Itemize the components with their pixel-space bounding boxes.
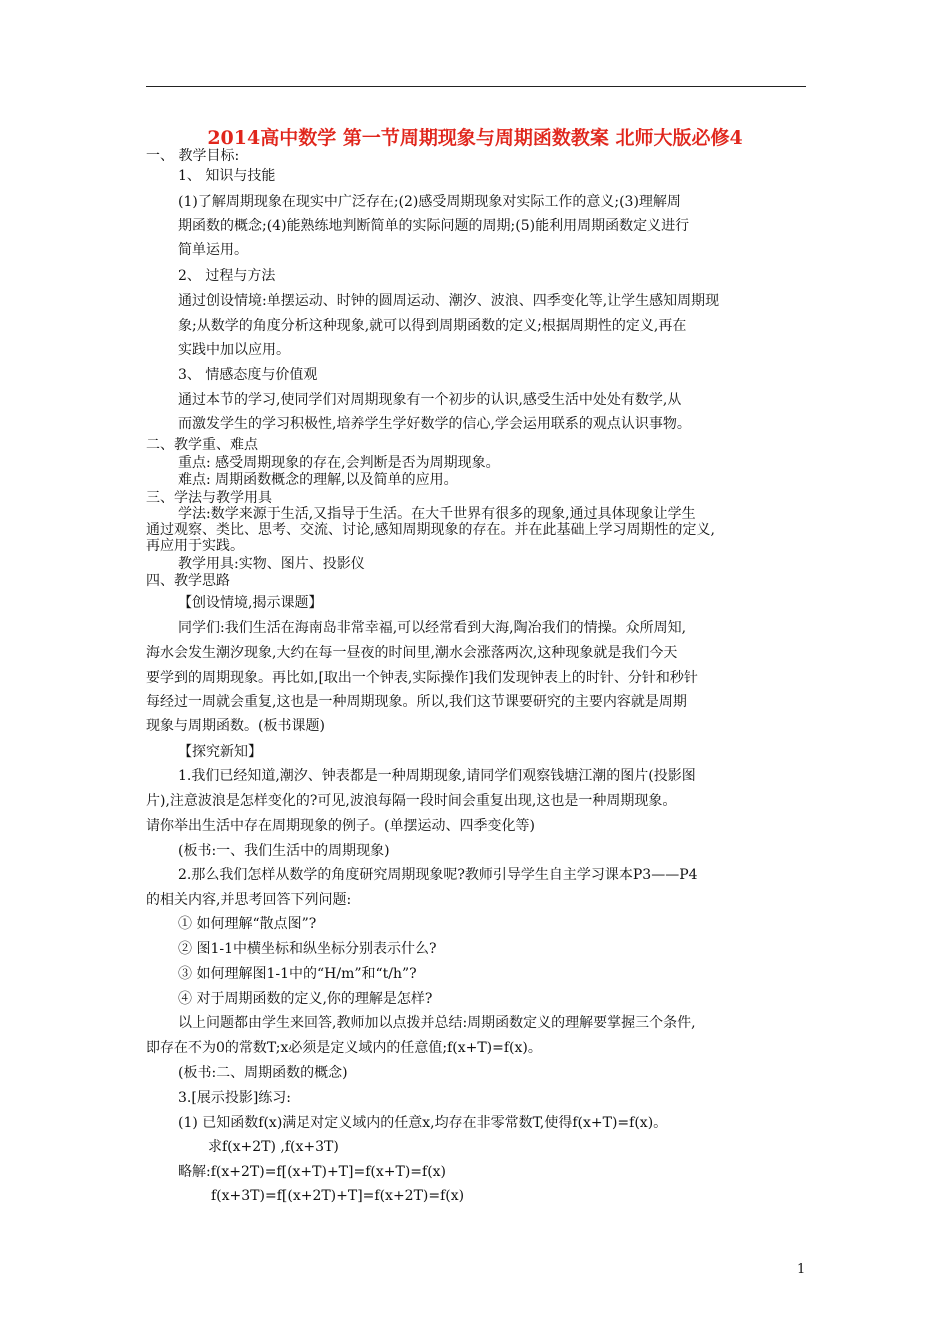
body-line: 要学到的周期现象。再比如,[取出一个钟表,实际操作]我们发现钟表上的时针、分针和秒针: [146, 670, 698, 686]
page-number: 1: [797, 1262, 806, 1277]
header-rule: [146, 86, 806, 87]
body-line: 难点: 周期函数概念的理解,以及简单的应用。: [178, 472, 458, 488]
subsection-heading: 3、 情感态度与价值观: [178, 367, 318, 383]
body-line: 再应用于实践。: [146, 538, 244, 554]
body-line: 以上问题都由学生来回答,教师加以点拨并总结:周期函数定义的理解要掌握三个条件,: [178, 1015, 696, 1031]
body-line: (1)了解周期现象在现实中广泛存在;(2)感受周期现象对实际工作的意义;(3)理解周: [178, 194, 681, 210]
question-item: ② 图1-1中横坐标和纵坐标分别表示什么?: [178, 941, 437, 957]
body-line: 3.[展示投影]练习:: [178, 1090, 291, 1106]
body-line: 2.那么我们怎样从数学的角度研究周期现象呢?教师引导学生自主学习课本P3——P4: [178, 867, 698, 883]
document-title: 2014高中数学 第一节周期现象与周期函数教案 北师大版必修4: [207, 127, 743, 149]
body-line: 通过本节的学习,使同学们对周期现象有一个初步的认识,感受生活中处处有数学,从: [178, 392, 682, 408]
section-heading: 四、教学思路: [146, 573, 230, 589]
body-line: 通过观察、类比、思考、交流、讨论,感知周期现象的存在。并在此基础上学习周期性的定义,: [146, 522, 715, 538]
subsection-heading: 1、 知识与技能: [178, 168, 276, 184]
body-line: 实践中加以应用。: [178, 342, 290, 358]
body-line: 象;从数学的角度分析这种现象,就可以得到周期函数的定义;根据周期性的定义,再在: [178, 318, 687, 334]
solution-line: f(x+3T)=f[(x+2T)+T]=f(x+2T)=f(x): [211, 1188, 465, 1204]
exercise-line: 求f(x+2T) ,f(x+3T): [208, 1139, 339, 1155]
body-line: 海水会发生潮汐现象,大约在每一昼夜的时间里,潮水会涨落两次,这种现象就是我们今天: [146, 645, 678, 661]
body-line: 重点: 感受周期现象的存在,会判断是否为周期现象。: [178, 455, 500, 471]
body-line: 学法:数学来源于生活,又指导于生活。在大千世界有很多的现象,通过具体现象让学生: [178, 506, 696, 522]
section-heading: 二、教学重、难点: [146, 437, 258, 453]
question-item: ④ 对于周期函数的定义,你的理解是怎样?: [178, 991, 433, 1007]
question-item: ① 如何理解“散点图”?: [178, 916, 317, 932]
solution-line: 略解:f(x+2T)=f[(x+T)+T]=f(x+T)=f(x): [178, 1164, 447, 1180]
body-line: 片),注意波浪是怎样变化的?可见,波浪每隔一段时间会重复出现,这也是一种周期现象。: [146, 793, 677, 809]
subsection-heading: 【探究新知】: [178, 744, 262, 760]
body-line: 即存在不为0的常数T;x必须是定义域内的任意值;f(x+T)=f(x)。: [146, 1040, 542, 1056]
section-heading: 三、学法与教学用具: [146, 490, 272, 506]
body-line: 教学用具:实物、图片、投影仪: [178, 556, 365, 572]
body-line: 简单运用。: [178, 242, 248, 258]
body-line: 同学们:我们生活在海南岛非常幸福,可以经常看到大海,陶冶我们的情操。众所周知,: [178, 620, 687, 636]
subsection-heading: 2、 过程与方法: [178, 268, 276, 284]
body-line: (板书:二、周期函数的概念): [178, 1065, 348, 1081]
question-item: ③ 如何理解图1-1中的“H/m”和“t/h”?: [178, 966, 417, 982]
body-line: (板书:一、我们生活中的周期现象): [178, 843, 390, 859]
body-line: 通过创设情境:单摆运动、时钟的圆周运动、潮汐、波浪、四季变化等,让学生感知周期现: [178, 293, 720, 309]
exercise-line: (1) 已知函数f(x)满足对定义域内的任意x,均存在非零常数T,使得f(x+T)=f(x)。: [178, 1115, 668, 1131]
body-line: 的相关内容,并思考回答下列问题:: [146, 892, 352, 908]
body-line: 1.我们已经知道,潮汐、钟表都是一种周期现象,请同学们观察钱塘江潮的图片(投影图: [178, 768, 696, 784]
body-line: 而激发学生的学习积极性,培养学生学好数学的信心,学会运用联系的观点认识事物。: [178, 416, 691, 432]
body-line: 现象与周期函数。(板书课题): [146, 718, 325, 734]
body-line: 请你举出生活中存在周期现象的例子。(单摆运动、四季变化等): [146, 818, 535, 834]
body-line: 每经过一周就会重复,这也是一种周期现象。所以,我们这节课要研究的主要内容就是周期: [146, 694, 687, 710]
subsection-heading: 【创设情境,揭示课题】: [178, 595, 323, 611]
section-heading: 一、 教学目标:: [146, 148, 240, 164]
body-line: 期函数的概念;(4)能熟练地判断简单的实际问题的周期;(5)能利用周期函数定义进行: [178, 218, 690, 234]
